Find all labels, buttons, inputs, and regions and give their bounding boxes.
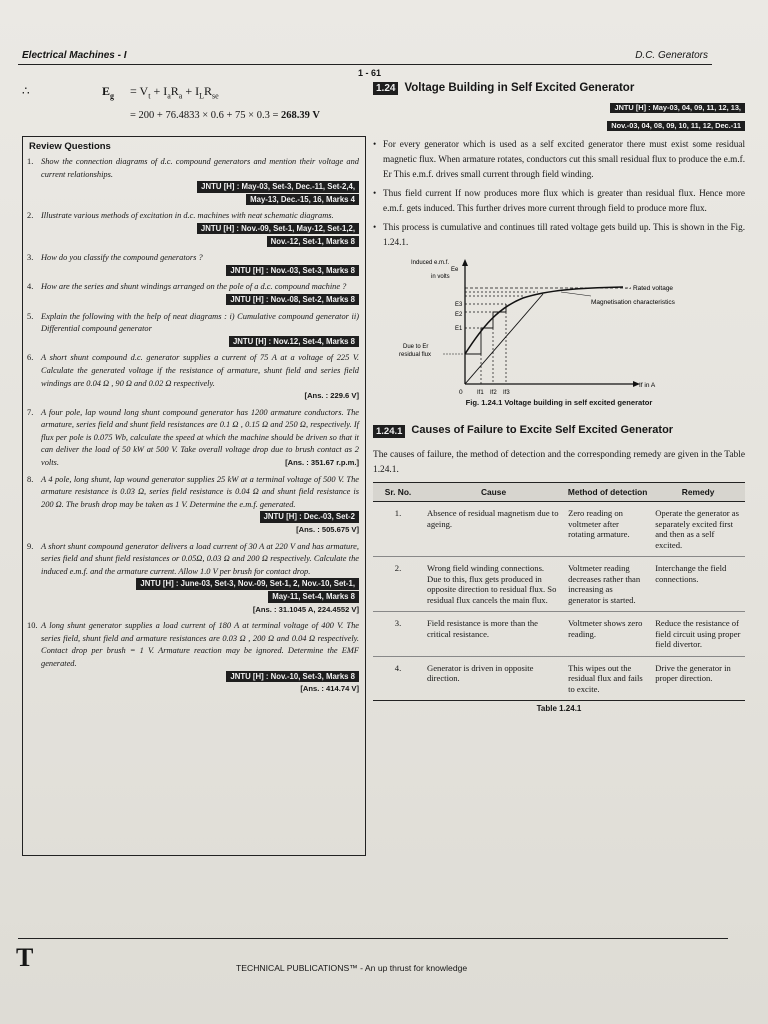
e1-label: E1 bbox=[455, 326, 463, 332]
x-axis-label: If in A bbox=[639, 382, 656, 389]
cell-remedy: Reduce the resistance of field circuit using proper field divertor. bbox=[651, 612, 745, 657]
cell-sr-no: 1. bbox=[373, 502, 423, 557]
subsection-number: 1.24.1 bbox=[373, 425, 405, 438]
e3-label: E3 bbox=[455, 302, 463, 308]
y-label-3: in volts bbox=[431, 274, 450, 280]
exam-tag: JNTU [H] : May-03, 04, 09, 11, 12, 13, bbox=[610, 103, 745, 113]
exam-tag: JNTU [H] : Nov.-03, Set-3, Marks 8 bbox=[226, 265, 359, 277]
magnetisation-label: Magnetisation characteristics bbox=[591, 299, 675, 306]
if1-label: If1 bbox=[477, 390, 484, 396]
due-label-1: Due to Er bbox=[403, 344, 429, 350]
exam-tag: JNTU [H] : Nov.-10, Set-3, Marks 8 bbox=[226, 671, 359, 683]
question-5: 5. Explain the following with the help of neat diagrams : i) Cumulative compound generator ii) Differential compound generator JNTU [H] : Nov.12, Set-4, Marks 8 bbox=[27, 311, 359, 346]
failure-causes-table bbox=[373, 482, 745, 701]
header-book-title: Electrical Machines - I bbox=[22, 50, 127, 61]
cell-method: This wipes out the residual flux and fails to excite. bbox=[564, 656, 651, 701]
review-questions-box bbox=[22, 136, 366, 856]
if2-label: If2 bbox=[490, 390, 497, 396]
equation-lhs: $E_g$ bbox=[102, 84, 115, 101]
cell-method: Voltmeter reading decreases rather than increasing as generator is started. bbox=[564, 557, 651, 612]
answer-label: [Ans. : 414.74 V] bbox=[300, 684, 359, 694]
exam-tag: JNTU [H] : Nov.-09, Set-1, May-12, Set-1,2, bbox=[197, 223, 359, 235]
e2-label: E2 bbox=[455, 312, 463, 318]
y-axis-arrow-icon bbox=[462, 259, 468, 266]
table-row bbox=[373, 502, 745, 557]
exam-tag: JNTU [H] : May-03, Set-3, Dec.-11, Set-2,4, bbox=[197, 181, 359, 193]
col-sr-no: Sr. No. bbox=[373, 483, 423, 502]
cell-sr-no: 4. bbox=[373, 656, 423, 701]
question-2: 2. Illustrate various methods of excitation in d.c. machines with neat schematic diagrams. JNTU [H] : Nov.-09, Set-1, May-12, Set-1,2, Nov.-12, Set-1, Marks 8 bbox=[27, 210, 359, 248]
exam-tag: Nov.-12, Set-1, Marks 8 bbox=[267, 236, 359, 248]
question-3: 3. How do you classify the compound generators ? JNTU [H] : Nov.-03, Set-3, Marks 8 bbox=[27, 252, 359, 277]
due-label-2: residual flux bbox=[399, 352, 432, 358]
cell-method: Voltmeter shows zero reading. bbox=[564, 612, 651, 657]
table-row bbox=[373, 557, 745, 612]
exam-tag: JNTU [H] : Nov.-08, Set-2, Marks 8 bbox=[226, 294, 359, 306]
if3-label: If3 bbox=[503, 390, 510, 396]
y-label-1: Induced e.m.f. bbox=[411, 260, 450, 266]
section-number: 1.24 bbox=[373, 82, 398, 95]
answer-label: [Ans. : 351.67 r.p.m.] bbox=[285, 458, 359, 468]
cell-cause: Generator is driven in opposite direction. bbox=[423, 656, 564, 701]
y-label-2: Ee bbox=[451, 267, 459, 273]
left-column bbox=[22, 78, 366, 856]
exam-tag: May-13, Dec.-15, 16, Marks 4 bbox=[246, 194, 359, 206]
table-header-row bbox=[373, 483, 745, 502]
header-page-number: 1 - 61 bbox=[358, 68, 382, 78]
exam-tag: JNTU [H] : June-03, Set-3, Nov.-09, Set-1, 2, Nov.-10, Set-1, bbox=[136, 578, 359, 590]
cell-cause: Wrong field winding connections. Due to this, flux gets produced in opposite direction to residual flux. So residual flux cancels the main flux. bbox=[423, 557, 564, 612]
therefore-symbol: ∴ bbox=[22, 84, 30, 98]
col-method: Method of detection bbox=[564, 483, 651, 502]
question-6: 6. A short shunt compound d.c. generator supplies a current of 75 A at a voltage of 225 V. Calculate the generated voltage if the resistance of armature, shunt field and series field windings are 0.04 Ω , 90 Ω and 0.02 Ω respectively. [Ans. : 229.6 V] bbox=[27, 352, 359, 402]
exam-tag: May-11, Set-4, Marks 8 bbox=[268, 591, 359, 603]
exam-tag: JNTU [H] : Nov.12, Set-4, Marks 8 bbox=[229, 336, 359, 348]
cell-cause: Field resistance is more than the critical resistance. bbox=[423, 612, 564, 657]
bullet-2: • Thus field current If now produces more flux which is greater than residual flux. Hence more e.m.f. gets induced. This further drives more current through field to produce more flux. bbox=[373, 188, 745, 213]
cell-method: Zero reading on voltmeter after rotating armature. bbox=[564, 502, 651, 557]
cell-remedy: Operate the generator as separately excited first and then as a self excited. bbox=[651, 502, 745, 557]
section-exam-tags bbox=[373, 97, 745, 133]
question-7: 7. A four pole, lap wound long shunt compound generator has 1200 armature conductors. The armature, series field and shunt field resistances are 0.1 Ω , 0.15 Ω and 250 Ω, respectively. If flux per pole is 0.075 Wb, calculate the speed at which the machine should be driven so that it can deliver the load of 50 kW at 500 V. Take overall voltage drop due to brush contact as 2 volts. [Ans. : 351.67 r.p.m.] bbox=[27, 407, 359, 470]
answer-label: [Ans. : 31.1045 A, 224.4552 V] bbox=[252, 604, 359, 614]
page-header bbox=[18, 46, 712, 78]
publisher-tagline: TECHNICAL PUBLICATIONS™ - An up thrust for knowledge bbox=[236, 963, 468, 973]
origin-label: 0 bbox=[459, 389, 463, 396]
figure-voltage-building bbox=[373, 256, 745, 396]
answer-label: [Ans. : 505.675 V] bbox=[296, 525, 359, 535]
bullet-1: • For every generator which is used as a self excited generator there must exist some residual magnetic flux. When armature rotates, conductors cut this small residual flux to produce the e.m.f. Er This e.m.f. drives small current through field winding. bbox=[373, 139, 745, 179]
question-4: 4. How are the series and shunt windings arranged on the pole of a d.c. compound machine ? JNTU [H] : Nov.-08, Set-2, Marks 8 bbox=[27, 281, 359, 306]
equation-block bbox=[22, 78, 366, 134]
equation-rhs: = $V_t + I_aR_a + I_LR_{se}$ bbox=[130, 84, 219, 101]
header-chapter-title: D.C. Generators bbox=[635, 50, 708, 61]
question-10: 10. A long shunt generator supplies a load current of 180 A at terminal voltage of 400 V. The series field, shunt field and armature resistances are 0.03 Ω , 200 Ω and 0.04 Ω respectively. Contact drop per brush = 1 V. Armature reaction may be ignored. Determine the EMF generated. JNTU [H] : Nov.-10, Set-3, Marks 8 [Ans. : 414.74 V] bbox=[27, 620, 359, 696]
equation-result-line: = 200 + 76.4833 × 0.6 + 75 × 0.3 = 268.39 V bbox=[130, 110, 320, 121]
section-heading bbox=[373, 78, 745, 95]
question-8: 8. A 4 pole, long shunt, lap wound generator supplies 25 kW at a terminal voltage of 500 V. The armature resistance is 0.03 Ω, series field resistance is 0.04 Ω and shunt field resistance is 200 Ω. The brush drop may be taken as 1 V. Determine the e.m.f. generated. JNTU [H] : Dec.-03, Set-2 [Ans. : 505.675 V] bbox=[27, 474, 359, 537]
cell-remedy: Interchange the field connections. bbox=[651, 557, 745, 612]
review-questions-title: Review Questions bbox=[29, 141, 111, 152]
table-caption: Table 1.24.1 bbox=[536, 704, 582, 713]
rated-voltage-label: - - Rated voltage bbox=[625, 285, 674, 292]
table-row bbox=[373, 612, 745, 657]
right-column bbox=[373, 78, 745, 713]
exam-tag: JNTU [H] : Dec.-03, Set-2 bbox=[260, 511, 359, 523]
cell-sr-no: 2. bbox=[373, 557, 423, 612]
subsection-heading bbox=[373, 421, 745, 438]
publisher-logo: T bbox=[16, 943, 34, 972]
question-9: 9. A short shunt compound generator delivers a load current of 30 A at 220 V and has armature, series field and shunt field resistances or 0.05Ω, 0.03 Ω and 200 Ω respectively. Calculate the induced e.m.f. and the armature current. Allow 1.0 V per brush for contact drop. JNTU [H] : June-03, Set-3, Nov.-09, Set-1, 2, Nov.-10, Set-1, May-11, Set-4, Marks 8 [Ans. : 31.1045 A, 224.4552 V] bbox=[27, 541, 359, 617]
cell-sr-no: 3. bbox=[373, 612, 423, 657]
col-remedy: Remedy bbox=[651, 483, 745, 502]
magnetisation-curve bbox=[465, 287, 623, 354]
section-title: Voltage Building in Self Excited Generator bbox=[404, 82, 635, 94]
figure-caption: Fig. 1.24.1 Voltage building in self excited generator bbox=[465, 398, 653, 407]
table-row bbox=[373, 656, 745, 701]
bullet-3: • This process is cumulative and continues till rated voltage gets build up. This is shown in the Fig. 1.24.1. bbox=[373, 222, 745, 247]
page-footer bbox=[18, 938, 728, 979]
cell-cause: Absence of residual magnetism due to ageing. bbox=[423, 502, 564, 557]
col-cause: Cause bbox=[423, 483, 564, 502]
cell-remedy: Drive the generator in proper direction. bbox=[651, 656, 745, 701]
answer-label: [Ans. : 229.6 V] bbox=[304, 391, 359, 401]
magnetisation-diagram bbox=[373, 256, 745, 396]
question-1: 1. Show the connection diagrams of d.c. compound generators and mention their voltage and current relationships. JNTU [H] : May-03, Set-3, Dec.-11, Set-2,4, May-13, Dec.-15, 16, Marks 4 bbox=[27, 157, 359, 204]
subsection-title: Causes of Failure to Excite Self Excited Generator bbox=[411, 424, 674, 436]
exam-tag: Nov.-03, 04, 08, 09, 10, 11, 12, Dec.-11 bbox=[607, 121, 745, 131]
subsection-paragraph: The causes of failure, the method of detection and the corresponding remedy are given in the Table 1.24.1. bbox=[373, 450, 745, 475]
